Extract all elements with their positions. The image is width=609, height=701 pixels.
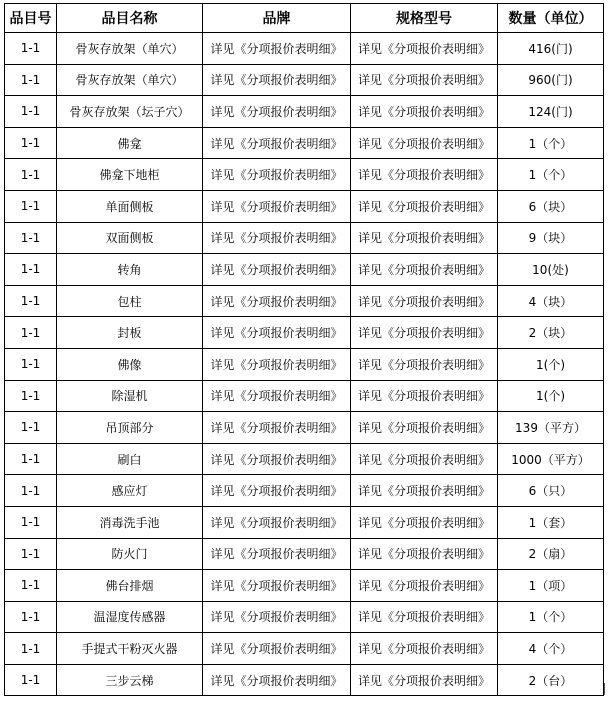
item-number-cell: 1-1 xyxy=(5,380,57,412)
table-row xyxy=(5,159,604,191)
quantity-cell: 4（个） xyxy=(498,633,604,665)
table-row xyxy=(5,64,604,96)
table-row xyxy=(5,633,604,665)
table-row xyxy=(5,570,604,602)
table-row xyxy=(5,317,604,349)
header-item-number: 品目号 xyxy=(5,4,57,33)
model-cell: 详见《分项报价表明细》 xyxy=(351,633,498,665)
table-row xyxy=(5,443,604,475)
quantity-cell: 10(处) xyxy=(498,254,604,286)
brand-cell: 详见《分项报价表明细》 xyxy=(203,127,351,159)
quantity-cell: 6（只） xyxy=(498,475,604,507)
table-row xyxy=(5,127,604,159)
quantity-cell: 960(门) xyxy=(498,64,604,96)
brand-cell: 详见《分项报价表明细》 xyxy=(203,33,351,65)
item-number-cell: 1-1 xyxy=(5,159,57,191)
brand-cell: 详见《分项报价表明细》 xyxy=(203,64,351,96)
model-cell: 详见《分项报价表明细》 xyxy=(351,285,498,317)
quantity-cell: 1（个） xyxy=(498,127,604,159)
model-cell: 详见《分项报价表明细》 xyxy=(351,96,498,128)
brand-cell: 详见《分项报价表明细》 xyxy=(203,633,351,665)
brand-cell: 详见《分项报价表明细》 xyxy=(203,285,351,317)
item-name-cell: 佛龛下地柜 xyxy=(57,159,203,191)
item-number-cell: 1-1 xyxy=(5,601,57,633)
table-row xyxy=(5,664,604,696)
item-number-cell: 1-1 xyxy=(5,506,57,538)
quantity-cell: 139（平方） xyxy=(498,412,604,444)
item-number-cell: 1-1 xyxy=(5,317,57,349)
item-number-cell: 1-1 xyxy=(5,254,57,286)
item-name-cell: 防火门 xyxy=(57,538,203,570)
edge-mark xyxy=(604,683,605,695)
quantity-cell: 1（个） xyxy=(498,601,604,633)
quantity-cell: 4（块） xyxy=(498,285,604,317)
item-number-cell: 1-1 xyxy=(5,475,57,507)
brand-cell: 详见《分项报价表明细》 xyxy=(203,412,351,444)
brand-cell: 详见《分项报价表明细》 xyxy=(203,159,351,191)
item-name-cell: 佛龛 xyxy=(57,127,203,159)
quantity-cell: 416(门) xyxy=(498,33,604,65)
table-row xyxy=(5,254,604,286)
model-cell: 详见《分项报价表明细》 xyxy=(351,33,498,65)
item-number-cell: 1-1 xyxy=(5,33,57,65)
brand-cell: 详见《分项报价表明细》 xyxy=(203,538,351,570)
model-cell: 详见《分项报价表明细》 xyxy=(351,64,498,96)
table-row xyxy=(5,412,604,444)
item-name-cell: 吊顶部分 xyxy=(57,412,203,444)
item-number-cell: 1-1 xyxy=(5,127,57,159)
model-cell: 详见《分项报价表明细》 xyxy=(351,570,498,602)
brand-cell: 详见《分项报价表明细》 xyxy=(203,317,351,349)
brand-cell: 详见《分项报价表明细》 xyxy=(203,443,351,475)
quantity-cell: 1000（平方） xyxy=(498,443,604,475)
model-cell: 详见《分项报价表明细》 xyxy=(351,222,498,254)
table-row xyxy=(5,348,604,380)
quantity-cell: 2（台） xyxy=(498,664,604,696)
model-cell: 详见《分项报价表明细》 xyxy=(351,412,498,444)
table-row xyxy=(5,96,604,128)
item-name-cell: 刷白 xyxy=(57,443,203,475)
brand-cell: 详见《分项报价表明细》 xyxy=(203,664,351,696)
model-cell: 详见《分项报价表明细》 xyxy=(351,664,498,696)
item-name-cell: 手提式干粉灭火器 xyxy=(57,633,203,665)
model-cell: 详见《分项报价表明细》 xyxy=(351,380,498,412)
header-row xyxy=(5,4,604,33)
table-row xyxy=(5,538,604,570)
item-name-cell: 双面侧板 xyxy=(57,222,203,254)
table-row xyxy=(5,190,604,222)
model-cell: 详见《分项报价表明细》 xyxy=(351,506,498,538)
item-number-cell: 1-1 xyxy=(5,633,57,665)
item-number-cell: 1-1 xyxy=(5,538,57,570)
item-number-cell: 1-1 xyxy=(5,285,57,317)
quantity-cell: 1（套） xyxy=(498,506,604,538)
quantity-cell: 124(门) xyxy=(498,96,604,128)
brand-cell: 详见《分项报价表明细》 xyxy=(203,380,351,412)
brand-cell: 详见《分项报价表明细》 xyxy=(203,254,351,286)
table-row xyxy=(5,475,604,507)
model-cell: 详见《分项报价表明细》 xyxy=(351,254,498,286)
item-name-cell: 消毒洗手池 xyxy=(57,506,203,538)
brand-cell: 详见《分项报价表明细》 xyxy=(203,506,351,538)
header-item-name: 品目名称 xyxy=(57,4,203,33)
brand-cell: 详见《分项报价表明细》 xyxy=(203,570,351,602)
table-row xyxy=(5,380,604,412)
item-number-cell: 1-1 xyxy=(5,412,57,444)
item-number-cell: 1-1 xyxy=(5,664,57,696)
item-name-cell: 骨灰存放架（单穴） xyxy=(57,33,203,65)
quantity-cell: 1(个) xyxy=(498,380,604,412)
quantity-cell: 6（块） xyxy=(498,190,604,222)
table-row xyxy=(5,601,604,633)
item-number-cell: 1-1 xyxy=(5,64,57,96)
item-number-cell: 1-1 xyxy=(5,222,57,254)
quantity-cell: 2（块） xyxy=(498,317,604,349)
header-brand: 品牌 xyxy=(203,4,351,33)
model-cell: 详见《分项报价表明细》 xyxy=(351,190,498,222)
item-table xyxy=(4,3,604,696)
brand-cell: 详见《分项报价表明细》 xyxy=(203,348,351,380)
item-name-cell: 佛台排烟 xyxy=(57,570,203,602)
brand-cell: 详见《分项报价表明细》 xyxy=(203,475,351,507)
item-number-cell: 1-1 xyxy=(5,190,57,222)
quantity-cell: 1（项） xyxy=(498,570,604,602)
brand-cell: 详见《分项报价表明细》 xyxy=(203,190,351,222)
quantity-cell: 9（块） xyxy=(498,222,604,254)
model-cell: 详见《分项报价表明细》 xyxy=(351,538,498,570)
brand-cell: 详见《分项报价表明细》 xyxy=(203,601,351,633)
brand-cell: 详见《分项报价表明细》 xyxy=(203,222,351,254)
item-name-cell: 包柱 xyxy=(57,285,203,317)
item-name-cell: 佛像 xyxy=(57,348,203,380)
table-body xyxy=(5,33,604,696)
table-row xyxy=(5,285,604,317)
item-number-cell: 1-1 xyxy=(5,96,57,128)
table-row xyxy=(5,222,604,254)
item-number-cell: 1-1 xyxy=(5,348,57,380)
item-number-cell: 1-1 xyxy=(5,443,57,475)
quantity-cell: 1（个） xyxy=(498,159,604,191)
model-cell: 详见《分项报价表明细》 xyxy=(351,601,498,633)
quantity-cell: 1(个) xyxy=(498,348,604,380)
table-row xyxy=(5,33,604,65)
model-cell: 详见《分项报价表明细》 xyxy=(351,443,498,475)
table-row xyxy=(5,506,604,538)
brand-cell: 详见《分项报价表明细》 xyxy=(203,96,351,128)
model-cell: 详见《分项报价表明细》 xyxy=(351,159,498,191)
model-cell: 详见《分项报价表明细》 xyxy=(351,348,498,380)
item-name-cell: 感应灯 xyxy=(57,475,203,507)
item-number-cell: 1-1 xyxy=(5,570,57,602)
model-cell: 详见《分项报价表明细》 xyxy=(351,317,498,349)
item-name-cell: 骨灰存放架（单穴） xyxy=(57,64,203,96)
item-name-cell: 三步云梯 xyxy=(57,664,203,696)
model-cell: 详见《分项报价表明细》 xyxy=(351,475,498,507)
header-model: 规格型号 xyxy=(351,4,498,33)
header-quantity: 数量（单位） xyxy=(498,4,604,33)
model-cell: 详见《分项报价表明细》 xyxy=(351,127,498,159)
item-name-cell: 转角 xyxy=(57,254,203,286)
item-name-cell: 封板 xyxy=(57,317,203,349)
item-name-cell: 单面侧板 xyxy=(57,190,203,222)
item-name-cell: 骨灰存放架（坛子穴） xyxy=(57,96,203,128)
item-name-cell: 除湿机 xyxy=(57,380,203,412)
quantity-cell: 2（扇） xyxy=(498,538,604,570)
item-name-cell: 温湿度传感器 xyxy=(57,601,203,633)
